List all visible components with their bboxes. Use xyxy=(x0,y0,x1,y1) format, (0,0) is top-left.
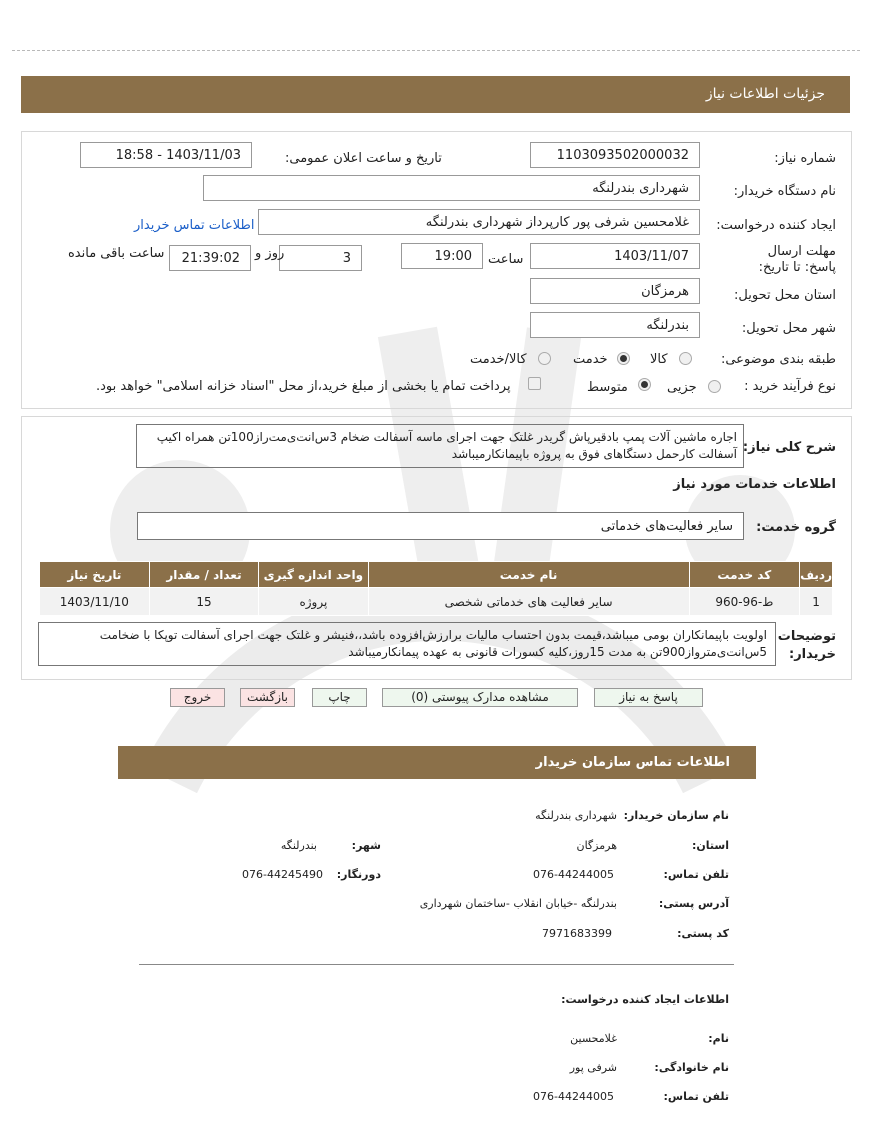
category-option-both: کالا/خدمت xyxy=(470,352,527,367)
description-label: شرح کلی نیاز: xyxy=(742,440,836,455)
exit-button[interactable]: خروج xyxy=(170,688,225,707)
city-field: بندرلنگه xyxy=(530,312,700,338)
city-contact-value: بندرلنگه xyxy=(280,839,317,852)
deadline-time-field: 19:00 xyxy=(401,243,483,269)
table-row xyxy=(40,588,833,616)
province-label: استان محل تحویل: xyxy=(734,288,836,303)
top-divider xyxy=(12,50,860,51)
cell-row-number: 1 xyxy=(800,588,833,616)
col-header-name: نام خدمت xyxy=(368,562,689,588)
remaining-label: ساعت باقی مانده xyxy=(68,246,165,261)
attachments-button[interactable]: مشاهده مدارک پیوستی (0) xyxy=(382,688,578,707)
name-value: غلامحسین xyxy=(570,1032,617,1045)
remaining-field: 21:39:02 xyxy=(169,245,251,271)
back-button[interactable]: بازگشت xyxy=(240,688,295,707)
service-group-field: سایر فعالیت‌های خدماتی xyxy=(137,512,744,540)
info-panel xyxy=(21,131,852,409)
category-option-service: خدمت xyxy=(573,352,608,367)
col-header-date: تاریخ نیاز xyxy=(40,562,150,588)
buyer-contact-link[interactable]: اطلاعات تماس خریدار xyxy=(134,218,255,233)
family-value: شرفی پور xyxy=(569,1061,617,1074)
name-label: نام: xyxy=(708,1032,729,1045)
cell-date: 1403/11/10 xyxy=(40,588,150,616)
col-header-code: کد خدمت xyxy=(689,562,800,588)
cell-quantity: 15 xyxy=(149,588,258,616)
address-label: آدرس پستی: xyxy=(658,897,729,910)
buyer-field: شهرداری بندرلنگه xyxy=(203,175,700,201)
province-field: هرمزگان xyxy=(530,278,700,304)
table-header-row xyxy=(40,562,833,588)
announce-label: تاریخ و ساعت اعلان عمومی: xyxy=(285,151,442,166)
services-table xyxy=(39,561,833,616)
category-option-goods: کالا xyxy=(650,352,668,367)
cell-unit: پروژه xyxy=(259,588,368,616)
city-label: شهر محل تحویل: xyxy=(741,321,836,336)
days-field: 3 xyxy=(279,245,362,271)
service-group-label: گروه خدمت: xyxy=(756,520,836,535)
col-header-quantity: تعداد / مقدار xyxy=(149,562,258,588)
city-contact-label: شهر: xyxy=(351,839,381,852)
col-header-unit: واحد اندازه گیری xyxy=(259,562,368,588)
description-text: اجاره ماشین آلات پمپ بادقیرپاش گریدر غلتک جهت اجرای ماسه آسفالت ضخام 3س‌انت‌ی‌مت‌ر‌از100تن همراه اکیپ آسفالت کارحمل دستگاهای فوق به پروژه باپیمانکارمیباشد xyxy=(136,424,744,468)
page-header xyxy=(21,76,850,113)
postal-label: کد پستی: xyxy=(677,927,729,940)
creator-field: غلامحسین شرفی پور کارپرداز شهرداری بندرلنگه xyxy=(258,209,700,235)
announce-field: 1403/11/03 - 18:58 xyxy=(80,142,252,168)
org-label: نام سازمان خریدار: xyxy=(623,809,729,822)
cell-name: سایر فعالیت های خدماتی شخصی xyxy=(368,588,689,616)
process-radio-minor[interactable] xyxy=(708,380,721,393)
page-title: جزئیات اطلاعات نیاز xyxy=(705,86,825,102)
print-button[interactable]: چاپ xyxy=(312,688,367,707)
fax-label: دورنگار: xyxy=(336,868,381,881)
creator-label: ایجاد کننده درخواست: xyxy=(716,218,836,233)
phone-value: 076-44244005 xyxy=(533,868,614,881)
notes-text: اولویت باپیمانکاران بومی میباشد،قیمت بدون احتساب مالیات برارزش‌افزوده باشد،،فنیشر و غلتک جهت اجرای آسفالت توپکا با ضخامت 5س‌انت‌ی‌متر‌و‌از900تن به مدت 15روز،کلیه کسورات قانونی به عهده پیمانکارمیباشد xyxy=(38,622,776,666)
process-option-medium: متوسط xyxy=(587,380,628,395)
process-radio-medium[interactable] xyxy=(638,378,651,391)
need-number-label: شماره نیاز: xyxy=(774,151,836,166)
buyer-label: نام دستگاه خریدار: xyxy=(733,184,836,199)
address-value: بندرلنگه -خیابان انقلاب -ساختمان شهرداری xyxy=(419,897,617,910)
category-radio-service[interactable] xyxy=(617,352,630,365)
contact-title: اطلاعات تماس سازمان خریدار xyxy=(535,755,730,770)
col-header-row-number: ردیف xyxy=(800,562,833,588)
process-label: نوع فرآیند خرید : xyxy=(744,379,836,394)
time-label: ساعت xyxy=(488,252,524,267)
services-title: اطلاعات خدمات مورد نیاز xyxy=(673,477,836,492)
process-option-minor: جزیی xyxy=(667,380,697,395)
payment-checkbox[interactable] xyxy=(528,377,541,390)
contact-divider xyxy=(139,964,734,965)
creator-phone-label: تلفن تماس: xyxy=(663,1090,729,1103)
need-number-field: 1103093502000032 xyxy=(530,142,700,168)
creator-info-title: اطلاعات ایجاد کننده درخواست: xyxy=(561,993,729,1006)
payment-text: پرداخت تمام یا بخشی از مبلغ خرید،از محل "اسناد خزانه اسلامی" خواهد بود. xyxy=(96,379,511,394)
phone-label: تلفن تماس: xyxy=(663,868,729,881)
deadline-label: مهلت ارسال پاسخ: تا تاریخ: xyxy=(758,244,836,275)
org-value: شهرداری بندرلنگه xyxy=(535,809,617,822)
category-label: طبقه بندی موضوعی: xyxy=(720,352,836,367)
creator-phone-value: 076-44244005 xyxy=(533,1090,614,1103)
days-label: روز و xyxy=(255,246,285,261)
cell-code: ط-96-960 xyxy=(689,588,800,616)
respond-button[interactable]: پاسخ به نیاز xyxy=(594,688,703,707)
fax-value: 076-44245490 xyxy=(242,868,323,881)
family-label: نام خانوادگی: xyxy=(654,1061,729,1074)
category-radio-goods[interactable] xyxy=(679,352,692,365)
province-contact-value: هرمزگان xyxy=(576,839,617,852)
notes-label: توضیحات خریدار: xyxy=(777,629,836,662)
postal-value: 7971683399 xyxy=(542,927,612,940)
contact-header xyxy=(118,746,756,779)
category-radio-both[interactable] xyxy=(538,352,551,365)
deadline-date-field: 1403/11/07 xyxy=(530,243,700,269)
province-contact-label: استان: xyxy=(692,839,729,852)
